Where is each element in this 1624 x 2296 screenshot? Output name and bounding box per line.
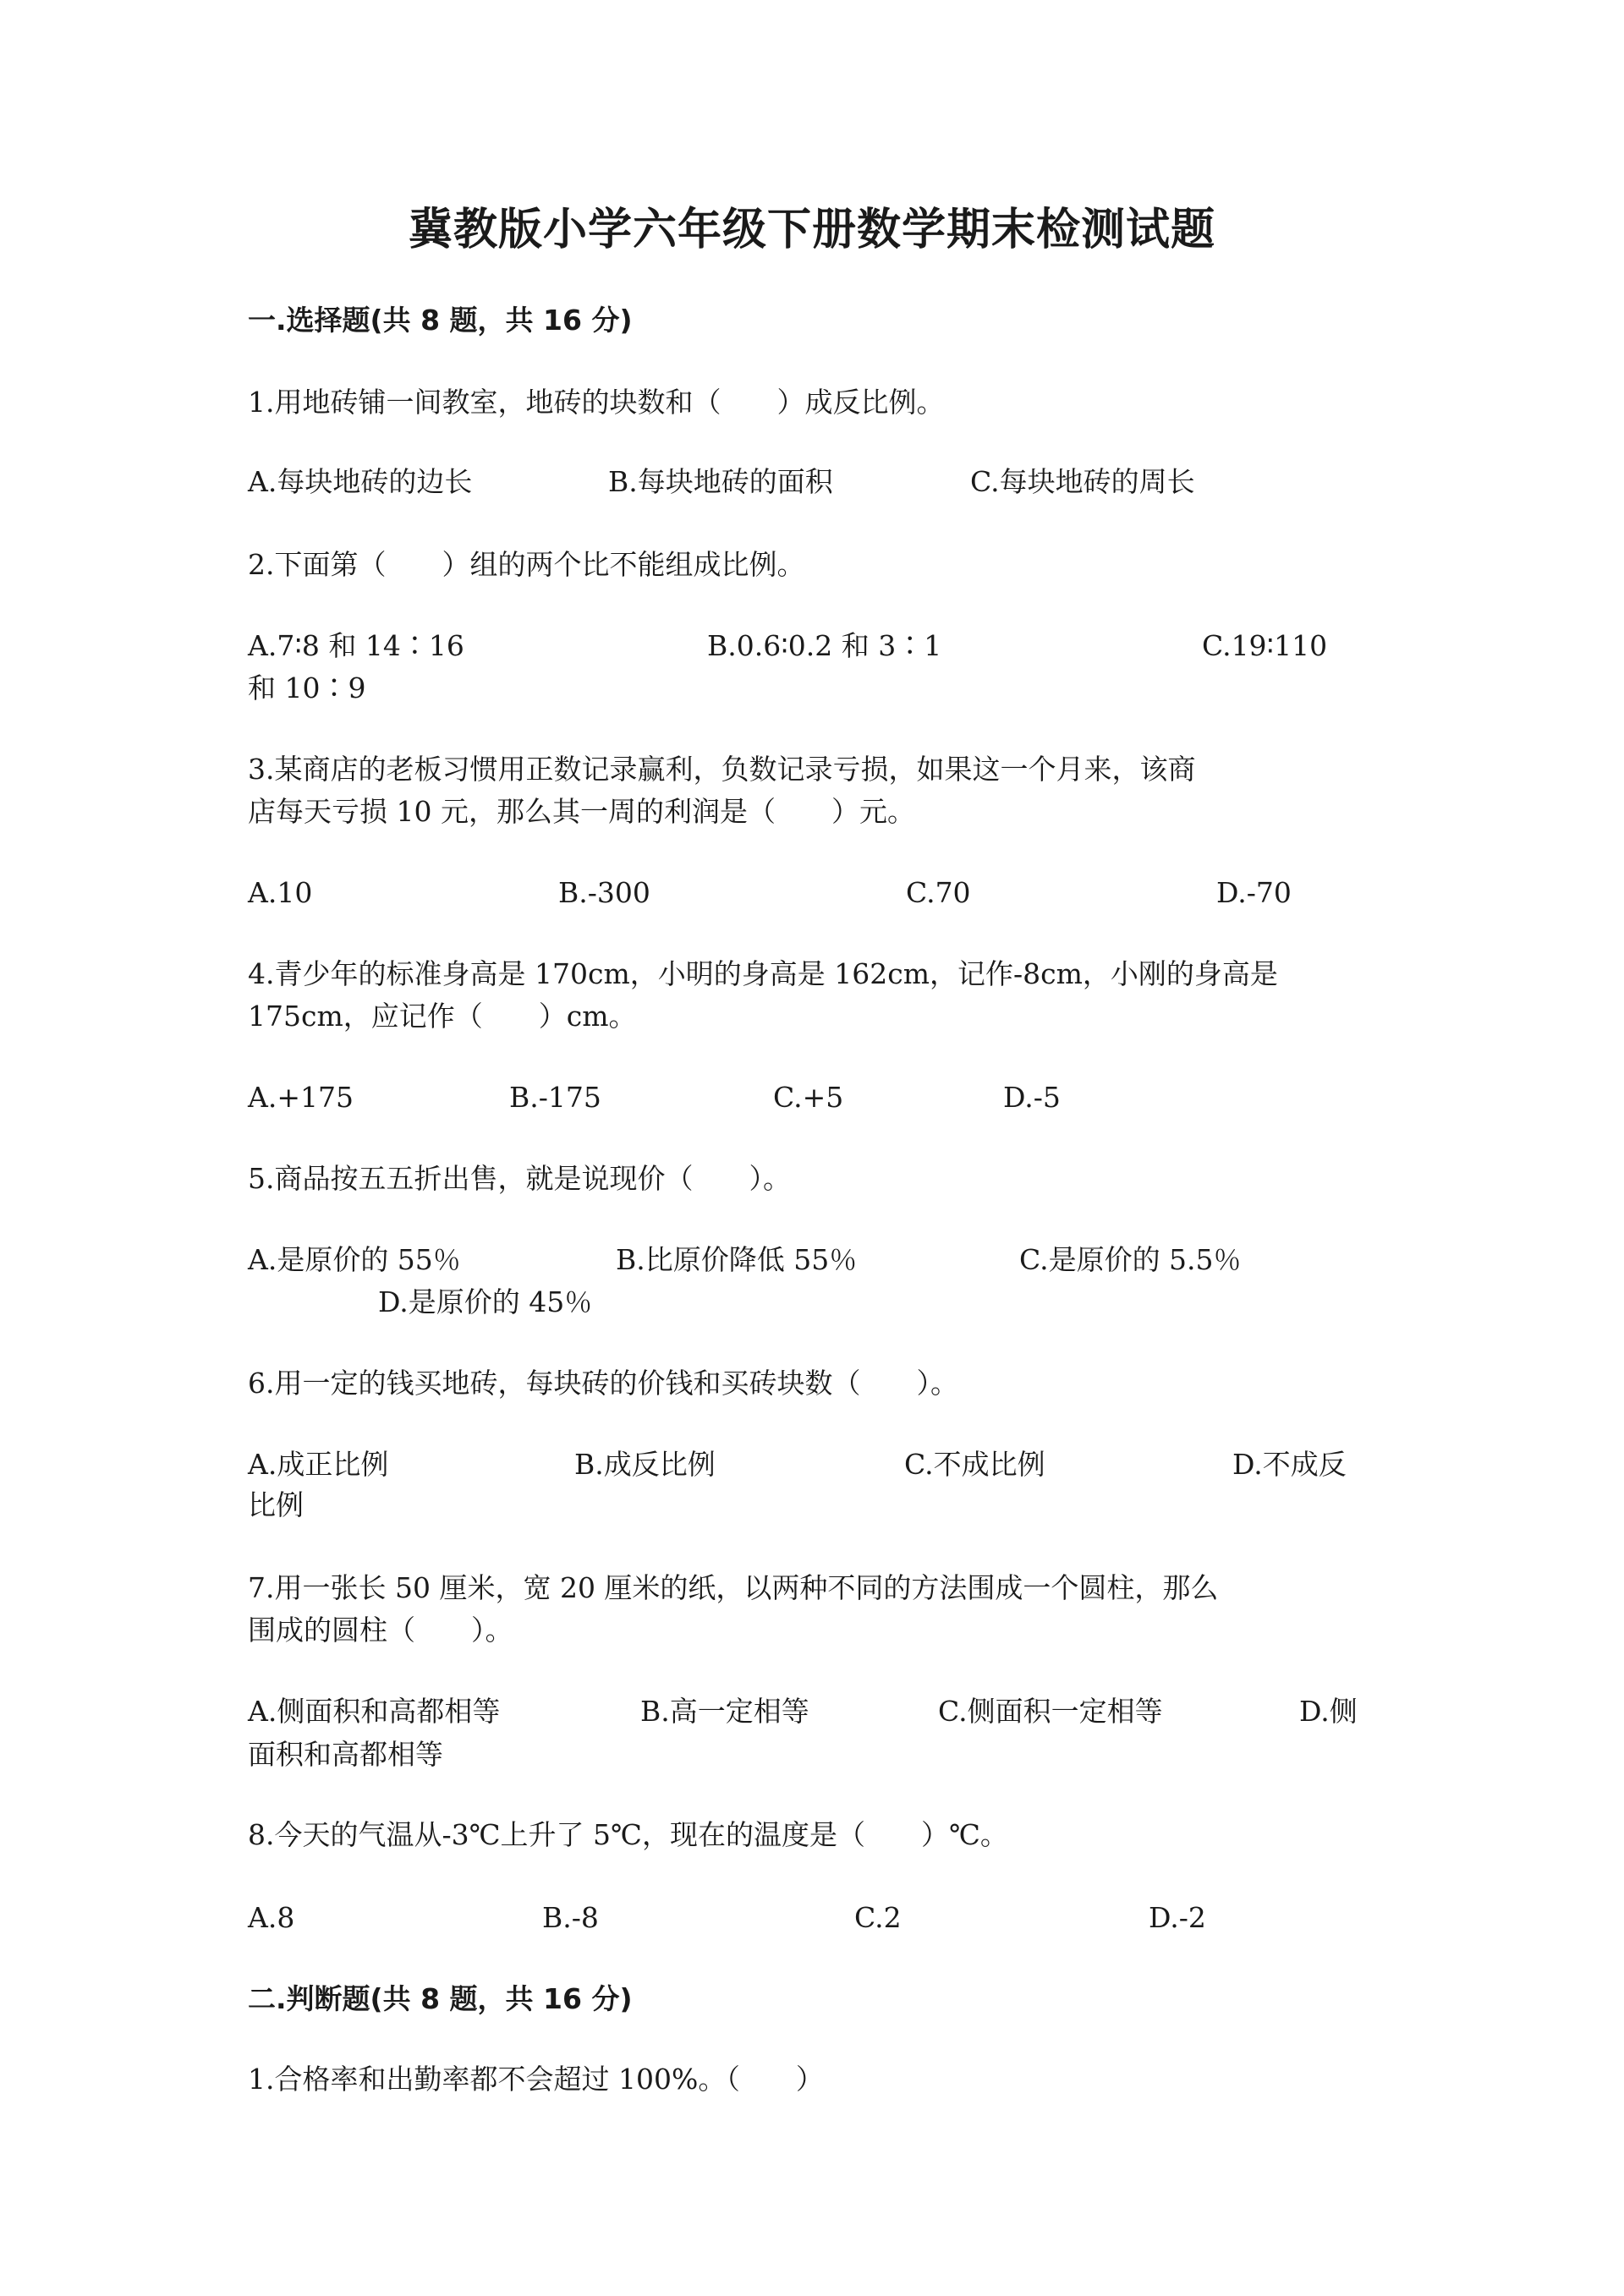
q3-option-c: C.70: [906, 876, 971, 909]
q4-option-c: C.+5: [773, 1081, 844, 1114]
q1-option-a: A.每块地砖的边长: [248, 465, 473, 498]
question-8: 8.今天的气温从-3℃上升了 5℃，现在的温度是（ ）℃。: [248, 1818, 1008, 1851]
q6-option-a: A.成正比例: [248, 1448, 389, 1481]
q4-option-d: D.-5: [1003, 1081, 1061, 1114]
question-4-line-2: 175cm，应记作（ ）cm。: [248, 1000, 637, 1033]
q7-option-b: B.高一定相等: [640, 1695, 809, 1728]
question-3-line-2: 店每天亏损 10 元，那么其一周的利润是（ ）元。: [248, 795, 915, 828]
page-title: 冀教版小学六年级下册数学期末检测试题: [408, 205, 1215, 255]
q3-option-a: A.10: [248, 876, 313, 909]
question-1: 1.用地砖铺一间教室，地砖的块数和（ ）成反比例。: [248, 386, 945, 419]
q6-option-b: B.成反比例: [574, 1448, 716, 1481]
q7-option-c: C.侧面积一定相等: [938, 1695, 1163, 1728]
q6-option-d: D.不成反: [1232, 1448, 1347, 1481]
question-7-line-2: 围成的圆柱（ ）。: [248, 1614, 513, 1647]
q8-option-c: C.2: [854, 1901, 902, 1934]
q7-option-a: A.侧面积和高都相等: [248, 1695, 501, 1728]
q2-option-b: B.0.6∶0.2 和 3∶1: [707, 629, 942, 662]
q2-option-a: A.7∶8 和 14∶16: [248, 629, 464, 662]
q5-option-b: B.比原价降低 55％: [616, 1243, 858, 1276]
q2-option-c-wrap: 和 10∶9: [248, 671, 366, 704]
q7-option-d-wrap: 面积和高都相等: [248, 1738, 443, 1771]
q2-option-c: C.19∶110: [1202, 629, 1328, 662]
section-header-true-false: 二.判断题(共 8 题，共 16 分): [248, 1982, 633, 2015]
q8-option-b: B.-8: [542, 1901, 599, 1934]
q5-option-a: A.是原价的 55％: [248, 1243, 461, 1276]
q6-option-c: C.不成比例: [904, 1448, 1045, 1481]
q7-option-d: D.侧: [1299, 1695, 1358, 1728]
q1-option-b: B.每块地砖的面积: [608, 465, 833, 498]
q3-option-b: B.-300: [558, 876, 650, 909]
q8-option-d: D.-2: [1149, 1901, 1206, 1934]
question-6: 6.用一定的钱买地砖，每块砖的价钱和买砖块数（ ）。: [248, 1367, 958, 1400]
q4-option-a: A.+175: [248, 1081, 354, 1114]
q6-option-d-wrap: 比例: [248, 1488, 304, 1521]
question-5: 5.商品按五五折出售，就是说现价（ ）。: [248, 1162, 791, 1195]
q8-option-a: A.8: [248, 1901, 295, 1934]
q1-option-c: C.每块地砖的周长: [970, 465, 1195, 498]
q5-option-d: D.是原价的 45％: [378, 1285, 593, 1318]
q5-option-c: C.是原价的 5.5％: [1019, 1243, 1242, 1276]
q3-option-d: D.-70: [1216, 876, 1292, 909]
section-header-multiple-choice: 一.选择题(共 8 题，共 16 分): [248, 304, 633, 337]
question-3-line-1: 3.某商店的老板习惯用正数记录赢利，负数记录亏损，如果这一个月来，该商: [248, 753, 1196, 786]
question-4-line-1: 4.青少年的标准身高是 170cm，小明的身高是 162cm，记作-8cm，小刚的身高是: [248, 957, 1278, 990]
question-2: 2.下面第（ ）组的两个比不能组成比例。: [248, 548, 805, 581]
q4-option-b: B.-175: [509, 1081, 601, 1114]
judgment-question-1: 1.合格率和出勤率都不会超过 100%。（ ）: [248, 2063, 824, 2096]
question-7-line-1: 7.用一张长 50 厘米，宽 20 厘米的纸，以两种不同的方法围成一个圆柱，那么: [248, 1571, 1219, 1604]
